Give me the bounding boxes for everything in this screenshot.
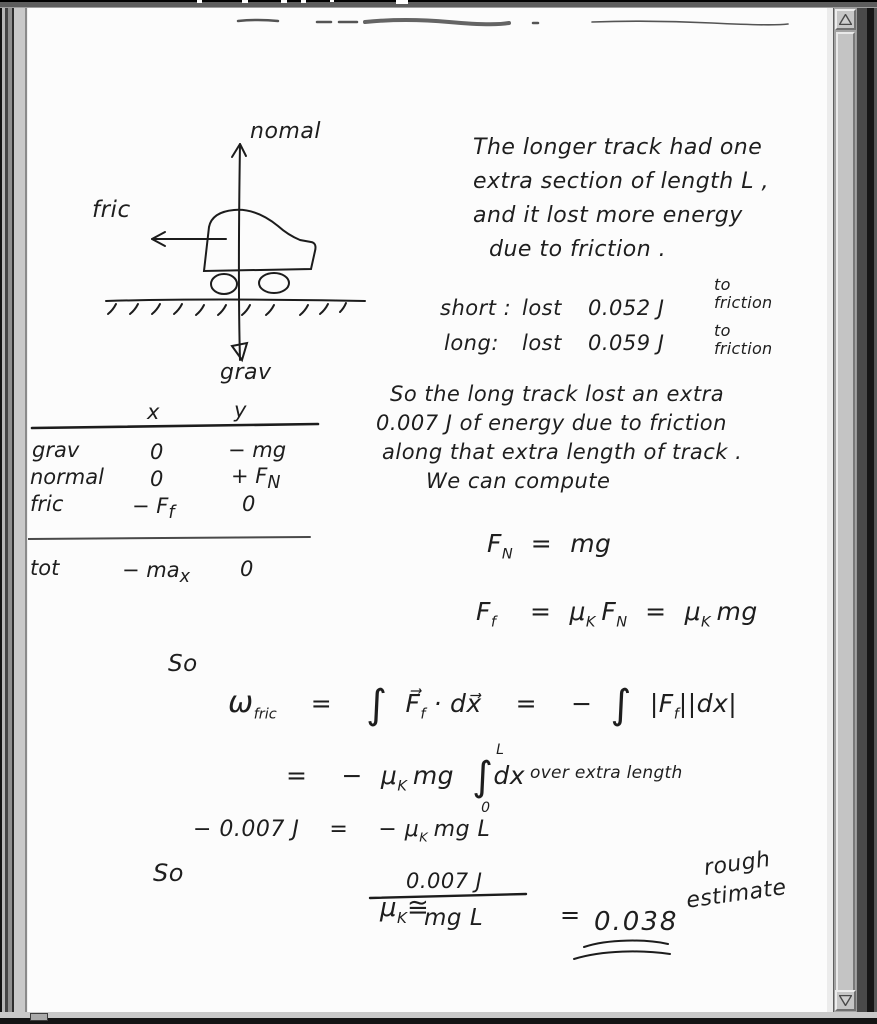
measure-note: to friction — [714, 321, 773, 358]
equation-wfric-3: − 0.007 J = − $\mu_K$ mg L — [193, 817, 491, 846]
table-row-label: grav — [32, 438, 80, 462]
titlebar-artifact — [242, 0, 248, 3]
resize-grip[interactable] — [30, 1013, 48, 1021]
normal-arrow — [232, 144, 246, 360]
table-row-label: tot — [30, 556, 60, 580]
table-rule-total — [28, 537, 310, 539]
muk-lhs: $\mu_K≅$ — [380, 893, 430, 927]
table-cell: 0 — [150, 467, 164, 491]
measure-verb: lost — [522, 331, 562, 355]
measure-note: to friction — [714, 275, 773, 312]
table-cell: 0 — [242, 492, 256, 516]
equation-wfric-2: = − $\mu_K$ mg ∫ L 0 dx — [286, 742, 526, 816]
muk-denominator: mg L — [424, 905, 484, 931]
rough-estimate-note: rough estimate — [684, 846, 789, 914]
table-cell: − mg — [228, 438, 287, 462]
table-cell: 0 — [240, 557, 254, 581]
diagram-label-grav: grav — [220, 360, 272, 385]
vertical-scrollbar[interactable] — [833, 8, 856, 1012]
measure-name: short : — [440, 296, 512, 320]
scroll-up-button[interactable] — [835, 9, 856, 30]
equation-ff: $F_f = \mu_K$ $F_N = \mu_K$ mg — [476, 597, 758, 631]
so-label-1: So — [168, 651, 198, 677]
window-right-border — [856, 0, 877, 1024]
scrollbar-thumb[interactable] — [836, 32, 855, 994]
friction-arrow — [152, 232, 226, 246]
equation-fn: $F_N$ = mg — [487, 529, 612, 563]
table-row-label: fric — [30, 492, 64, 516]
scroll-down-button[interactable] — [835, 990, 856, 1011]
table-row-label: normal — [30, 465, 104, 489]
over-extra-length-note: over extra length — [530, 763, 683, 783]
window-left-border — [0, 0, 28, 1024]
muk-numerator: 0.007 J — [406, 869, 483, 893]
notes-paragraph-2: So the long track lost an extra 0.007 J of energy due to friction along that extra length of track . We can compute — [376, 382, 743, 493]
window-bottom-border — [0, 1012, 877, 1024]
table-header-y: y — [234, 398, 247, 422]
car-sketch — [204, 210, 316, 294]
table-header-x: x — [147, 400, 160, 424]
triangle-down-icon — [839, 995, 852, 1006]
table-cell: − $F_f$ — [132, 494, 175, 524]
window-top-edge — [0, 0, 877, 8]
measure-value: 0.059 J — [588, 331, 665, 355]
equation-wfric: $\omega_{fric}$ = ∫ $F⃗_f$ · dx⃗ = − ∫ $|F_f||dx|$ — [228, 682, 738, 728]
measure-name: long: — [444, 331, 499, 355]
ground-line — [106, 300, 365, 316]
table-cell: + $F_N$ — [231, 464, 281, 494]
scan-artifact — [238, 20, 788, 25]
titlebar-artifact — [301, 0, 306, 3]
table-rule-top — [32, 424, 318, 428]
diagram-label-normal: nomal — [250, 119, 321, 144]
result-underline — [574, 941, 670, 959]
measure-value: 0.052 J — [588, 296, 665, 320]
table-cell: 0 — [150, 440, 164, 464]
titlebar-artifact — [330, 0, 334, 2]
muk-equals: = — [560, 901, 581, 929]
document-page — [28, 8, 833, 1012]
titlebar-artifact — [396, 0, 408, 4]
table-cell: − $ma_x$ — [122, 558, 190, 588]
diagram-label-fric: fric — [92, 197, 131, 223]
triangle-up-icon — [839, 14, 852, 25]
titlebar-artifact — [197, 0, 202, 3]
so-label-2: So — [153, 859, 184, 887]
muk-result: 0.038 — [594, 907, 679, 937]
titlebar-artifact — [281, 0, 287, 3]
notes-paragraph-1: The longer track had one extra section of length L , and it lost more energy due to friction . — [473, 135, 769, 262]
measure-verb: lost — [522, 296, 562, 320]
